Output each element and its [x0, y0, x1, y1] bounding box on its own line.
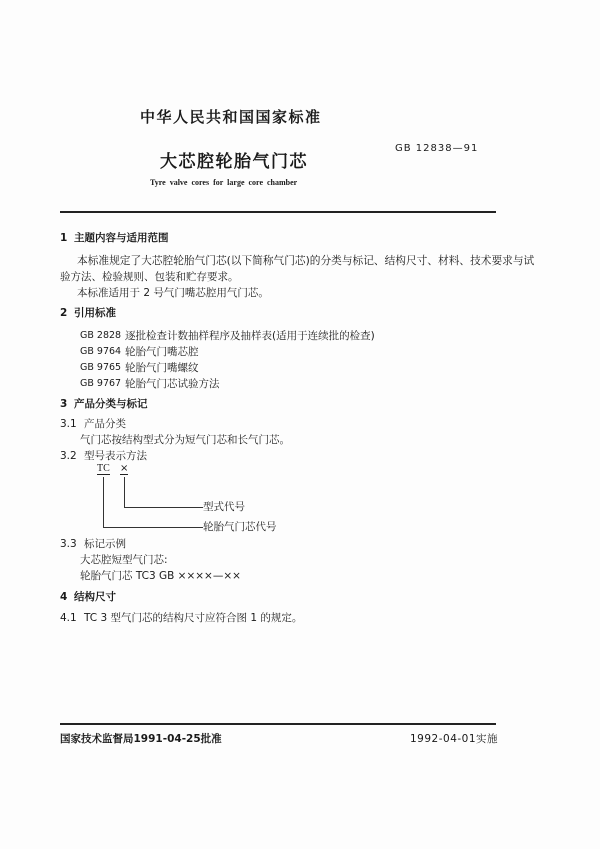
section-3-title: 产品分类与标记 [74, 398, 148, 410]
diagram-line [124, 507, 203, 508]
header-rule [60, 211, 496, 213]
ref-code: GB 9767 [80, 378, 122, 389]
section-3-number: 3 [60, 398, 68, 410]
paragraph-line: 大芯腔短型气门芯: [80, 554, 168, 566]
paragraph-line: TC 3 型气门芯的结构尺寸应符合图 1 的规定。 [84, 612, 303, 624]
approval-date: 国家技术监督局1991-04-25批准 [60, 733, 222, 745]
section-4-number: 4 [60, 591, 68, 603]
subsection-number: 3.1 [60, 418, 77, 430]
effective-date: 1992-04-01实施 [410, 733, 499, 745]
ref-code: GB 2828 [80, 330, 122, 341]
document-title: 大芯腔轮胎气门芯 [160, 152, 308, 172]
subsection-title: 型号表示方法 [84, 450, 147, 462]
subsection-number: 3.3 [60, 538, 77, 550]
section-4-title: 结构尺寸 [74, 591, 116, 603]
ref-title: 轮胎气门嘴芯腔 [125, 346, 199, 358]
ref-code: GB 9765 [80, 362, 122, 373]
ref-title: 逐批检查计数抽样程序及抽样表(适用于连续批的检查) [125, 330, 375, 342]
footer-rule [60, 723, 496, 725]
diagram-line [103, 477, 104, 528]
paragraph-line: 验方法、检验规则、包装和贮存要求。 [60, 271, 239, 283]
paragraph-line: 本标准规定了大芯腔轮胎气门芯(以下简称气门芯)的分类与标记、结构尺寸、材料、技术要求与试 [77, 254, 535, 267]
section-1-number: 1 [60, 232, 68, 244]
label-core-code: 轮胎气门芯代号 [203, 521, 277, 533]
model-prefix-tc: TC [97, 463, 110, 474]
ref-title: 轮胎气门嘴螺纹 [125, 362, 199, 374]
document-title-english: Tyre valve cores for large core chamber [150, 178, 298, 187]
section-2-title: 引用标准 [74, 307, 116, 319]
diagram-line [124, 477, 125, 508]
section-2-number: 2 [60, 307, 68, 319]
subsection-title: 标记示例 [84, 538, 126, 550]
subsection-title: 产品分类 [84, 418, 126, 430]
model-type-placeholder: × [120, 463, 129, 474]
section-1-title: 主题内容与适用范围 [74, 232, 169, 244]
national-standard-heading: 中华人民共和国国家标准 [140, 108, 322, 126]
label-type-code: 型式代号 [203, 501, 245, 513]
paragraph-line: 本标准适用于 2 号气门嘴芯腔用气门芯。 [77, 287, 269, 299]
ref-title: 轮胎气门芯试验方法 [125, 378, 220, 390]
ref-code: GB 9764 [80, 346, 122, 357]
subsection-number: 4.1 [60, 612, 77, 624]
paragraph-line: 气门芯按结构型式分为短气门芯和长气门芯。 [80, 434, 290, 446]
marking-example: 轮胎气门芯 TC3 GB ××××—×× [80, 570, 241, 582]
standard-code: GB 12838—91 [395, 143, 479, 154]
diagram-line [103, 527, 203, 528]
subsection-number: 3.2 [60, 450, 77, 462]
